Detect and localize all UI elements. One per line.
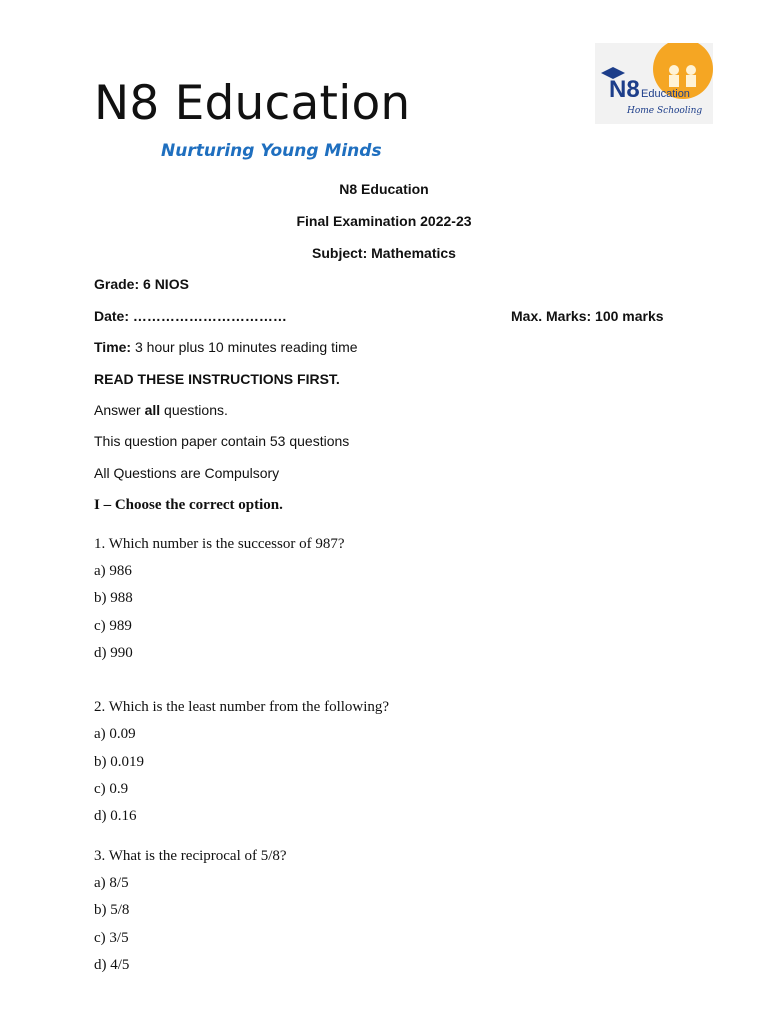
question-text: 2. Which is the least number from the following? (94, 699, 390, 715)
instruction-answer-bold: all (144, 402, 161, 418)
question-option: d) 4/5 (94, 957, 130, 973)
instructions-heading: READ THESE INSTRUCTIONS FIRST. (94, 371, 340, 387)
brand-title: N8 Education (94, 76, 411, 131)
question-option: d) 990 (94, 645, 133, 661)
question-option: d) 0.16 (94, 808, 137, 824)
question-option: c) 989 (94, 618, 132, 634)
logo-child-icon (669, 65, 679, 75)
exam-date: Date: …………………………… (94, 308, 287, 324)
exam-time-label: Time: (94, 339, 132, 355)
instruction-question-count: This question paper contain 53 questions (94, 433, 350, 449)
exam-time-value: 3 hour plus 10 minutes reading time (131, 339, 358, 355)
exam-max-marks: Max. Marks: 100 marks (511, 308, 664, 324)
logo-child-body-icon (669, 75, 679, 87)
question-option: b) 988 (94, 590, 133, 606)
exam-title: Final Examination 2022-23 (296, 213, 472, 229)
logo-script: Home Schooling (627, 106, 703, 116)
instruction-answer (94, 402, 228, 418)
question-text: 3. What is the reciprocal of 5/8? (94, 848, 287, 864)
question-option: c) 0.9 (94, 781, 129, 797)
instruction-answer-post: questions. (160, 402, 228, 418)
question-option: b) 0.019 (94, 754, 144, 770)
question-option: a) 8/5 (94, 875, 129, 891)
logo-mark: N8 (609, 76, 640, 103)
question-option: c) 3/5 (94, 930, 129, 946)
logo-child-body-icon (686, 75, 696, 87)
exam-grade: Grade: 6 NIOS (94, 276, 189, 292)
question-option: a) 986 (94, 563, 132, 579)
logo-word: Education (641, 88, 690, 100)
exam-subject: Subject: Mathematics (312, 245, 456, 261)
question-text: 1. Which number is the successor of 987? (94, 536, 345, 552)
logo-graphic (595, 43, 713, 124)
logo (595, 43, 713, 124)
instruction-compulsory: All Questions are Compulsory (94, 465, 280, 481)
instruction-answer-pre: Answer (94, 402, 145, 418)
question-option: b) 5/8 (94, 902, 130, 918)
exam-school: N8 Education (339, 181, 429, 197)
section-title: I – Choose the correct option. (94, 497, 283, 513)
question-option: a) 0.09 (94, 726, 136, 742)
exam-time (94, 339, 358, 355)
tagline: Nurturing Young Minds (161, 141, 382, 161)
logo-child-icon (686, 65, 696, 75)
